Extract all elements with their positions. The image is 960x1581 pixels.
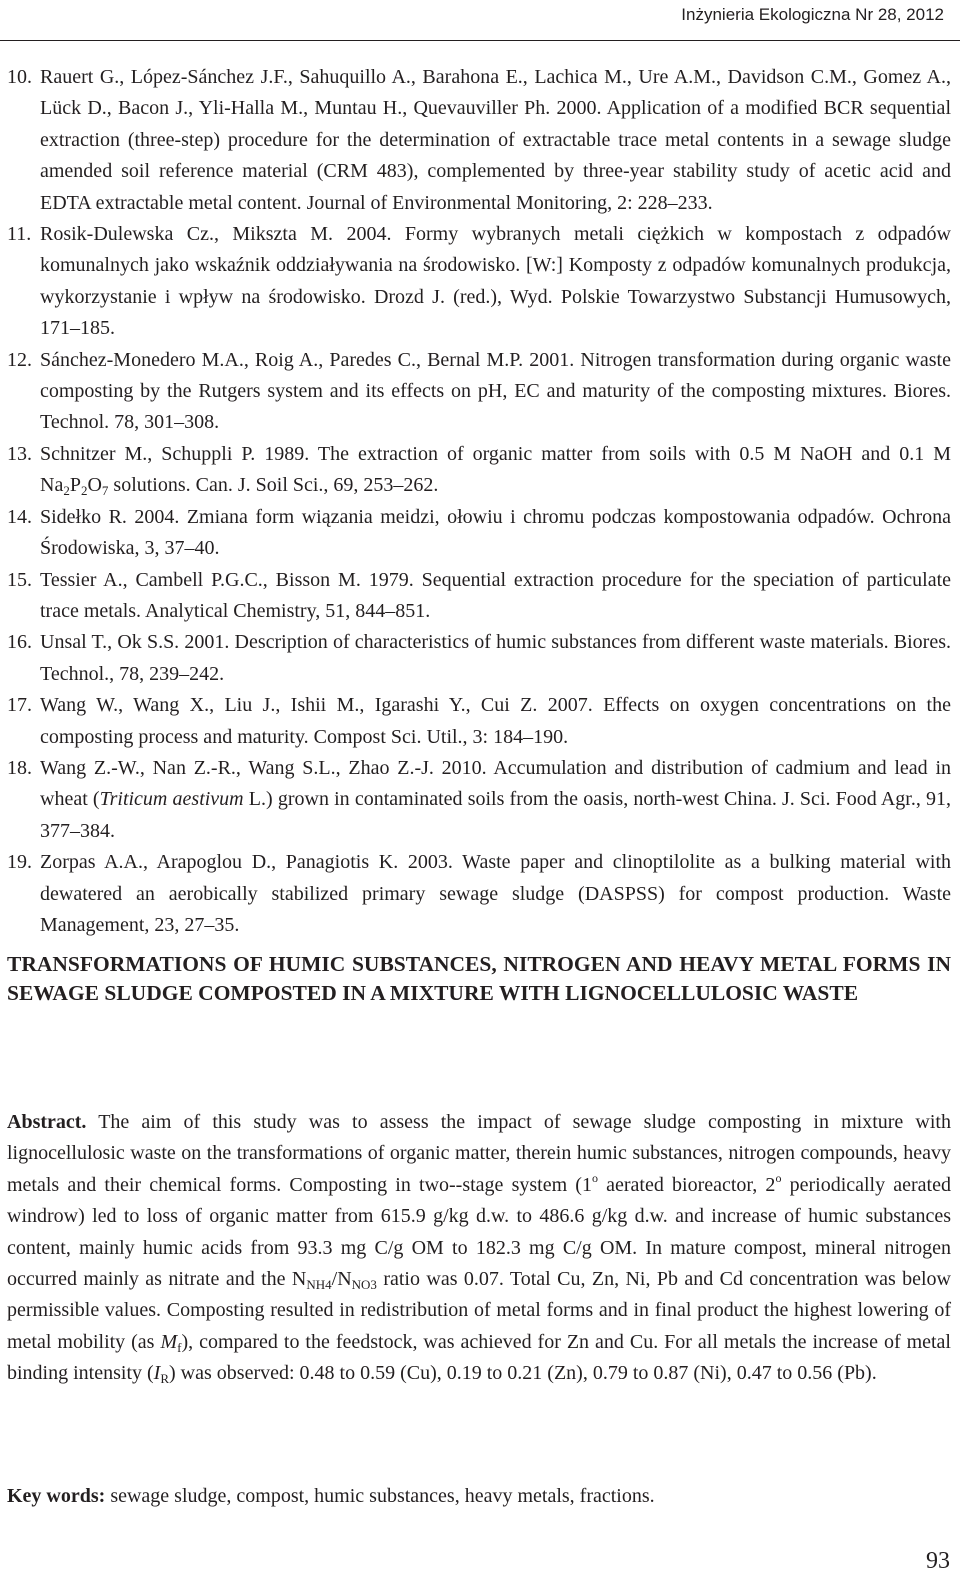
reference-text: Unsal T., Ok S.S. 2001. Description of characteristics of humic substances from different waste materials. Biores. Technol., 78, 239–242. [40,631,951,685]
reference-item [7,690,951,753]
superscript: o [775,1170,782,1185]
reference-text: P [69,474,81,497]
journal-title: Inżynieria Ekologiczna Nr 28, 2012 [681,5,944,24]
running-header [0,0,960,41]
abstract-text: ratio was 0.07. Total Cu, Zn, Ni, Pb and Cd concentration was below permissible values. Composting resulted in redistribution of metal forms and in final product the highest lowering of metal mobility (as [7,1268,951,1353]
reference-item [7,565,951,628]
reference-number: 19. [7,851,32,874]
reference-item [7,847,951,941]
reference-list [7,62,951,941]
abstract [7,1107,951,1390]
reference-number: 15. [7,568,32,591]
reference-item [7,219,951,345]
reference-text: Rauert G., López-Sánchez J.F., Sahuquillo A., Barahona E., Lachica M., Ure A.M., Davidson C.M., Gomez A., Lück D., Bacon J., Yli-Halla M., Muntau H., Quevauviller Ph. 2000. Application of a modified BCR sequential extraction (three-step) procedure for the determination of extractable trace metal contents in a sewage sludge amended soil reference material (CRM 483), complemented by three-year stability study of acetic acid and EDTA extractable metal content. Journal of Environmental Monitoring, 2: 228–233. [40,66,951,214]
reference-item [7,345,951,439]
reference-text: Wang W., Wang X., Liu J., Ishii M., Igarashi Y., Cui Z. 2007. Effects on oxygen concentrations on the composting process and maturity. Compost Sci. Util., 3: 184–190. [40,694,951,748]
keywords-label: Key words: [7,1485,106,1507]
reference-item [7,439,951,502]
subscript: NH4 [306,1277,332,1293]
reference-text: solutions. Can. J. Soil Sci., 69, 253–262. [108,474,439,497]
subscript: 7 [101,483,109,499]
subscript: 2 [80,483,88,499]
keywords [7,1481,951,1511]
reference-item [7,62,951,219]
reference-text: Tessier A., Cambell P.G.C., Bisson M. 1979. Sequential extraction procedure for the speciation of particulate trace metals. Analytical Chemistry, 51, 844–851. [40,568,951,622]
reference-number: 18. [7,756,32,779]
reference-text: Sidełko R. 2004. Zmiana form wiązania meidzi, ołowiu i chromu podczas kompostowania odpadów. Ochrona Środowiska, 3, 37–40. [40,505,951,560]
abstract-label: Abstract. [7,1111,87,1133]
abstract-text: /N [331,1268,352,1291]
reference-text: Schnitzer M., Schuppli P. 1989. The extraction of organic matter from soils with 0.5 M NaOH and 0.1 M Na [40,442,951,497]
reference-text: Rosik-Dulewska Cz., Mikszta M. 2004. Formy wybranych metali ciężkich w kompostach z odpadów komunalnych jako wskaźnik oddziaływania na środowisko. [W:] Komposty z odpadów komunalnych produkcja, wykorzystanie i wpływ na środowisko. Drozd J. (red.), Wyd. Polskie Towarzystwo Substancji Humusowych, 171–185. [40,223,951,340]
abstract-text: ), compared to the feedstock, was achieved for Zn and Cu. For all metals the increase of metal binding intensity ( [7,1330,951,1385]
reference-item [7,502,951,565]
reference-text: O [87,474,102,497]
subscript: 2 [63,483,70,499]
abstract-text: ) was observed: 0.48 to 0.59 (Cu), 0.19 to 0.21 (Zn), 0.79 to 0.87 (Ni), 0.47 to 0.56 (Pb). [169,1362,877,1385]
abstract-text: periodically aerated windrow) led to loss of organic matter from 615.9 g/kg d.w. to 486.6 g/kg d.w. and increase of humic substances content, mainly humic acids from 93.3 mg C/g OM to 182.3 mg C/g OM. In mature compost, mineral nitrogen occurred mainly as nitrate and the N [7,1173,951,1291]
reference-number: 11. [7,223,32,246]
species-name: Triticum aestivum [99,788,244,811]
article-title: TRANSFORMATIONS OF HUMIC SUBSTANCES, NITROGEN AND HEAVY METAL FORMS IN SEWAGE SLUDGE COMPOSTED IN A MIXTURE WITH LIGNOCELLULOSIC WASTE [7,952,951,1005]
page-number: 93 [926,1548,950,1574]
reference-number: 14. [7,505,32,528]
reference-item [7,627,951,690]
symbol: M [160,1330,178,1353]
superscript: o [591,1170,598,1185]
subscript: NO3 [351,1277,377,1293]
subscript: f [177,1339,182,1355]
reference-text: Wang Z.-W., Nan Z.-R., Wang S.L., Zhao Z.-J. 2010. Accumulation and distribution of cadmium and lead in wheat ( [40,756,951,811]
abstract-text: The aim of this study was to assess the impact of sewage sludge composting in mixture with lignocellulosic waste on the transformations of organic matter, therein humic substances, nitrogen compounds, heavy metals and their chemical forms. Composting in two--stage system (1 [7,1111,951,1196]
reference-text: L.) grown in contaminated soils from the oasis, north-west China. J. Sci. Food Agr., 91, 377–384. [40,788,951,842]
reference-number: 13. [7,442,32,465]
reference-item [7,753,951,847]
reference-number: 12. [7,348,32,371]
reference-number: 10. [7,66,32,88]
reference-text: Zorpas A.A., Arapoglou D., Panagiotis K. 2003. Waste paper and clinoptilolite as a bulking material with dewatered an aerobically stabilized primary sewage sludge (DASPSS) for compost production. Waste Management, 23, 27–35. [40,851,951,936]
abstract-text: aerated bioreactor, 2 [597,1173,776,1196]
subscript: R [160,1371,170,1387]
symbol: I [153,1362,161,1385]
reference-number: 17. [7,694,32,717]
reference-number: 16. [7,631,32,654]
keywords-text: sewage sludge, compost, humic substances, heavy metals, fractions. [105,1485,655,1507]
reference-text: Sánchez-Monedero M.A., Roig A., Paredes C., Bernal M.P. 2001. Nitrogen transformation during organic waste composting by the Rutgers system and its effects on pH, EC and maturity of the composting mixtures. Biores. Technol. 78, 301–308. [40,348,951,434]
